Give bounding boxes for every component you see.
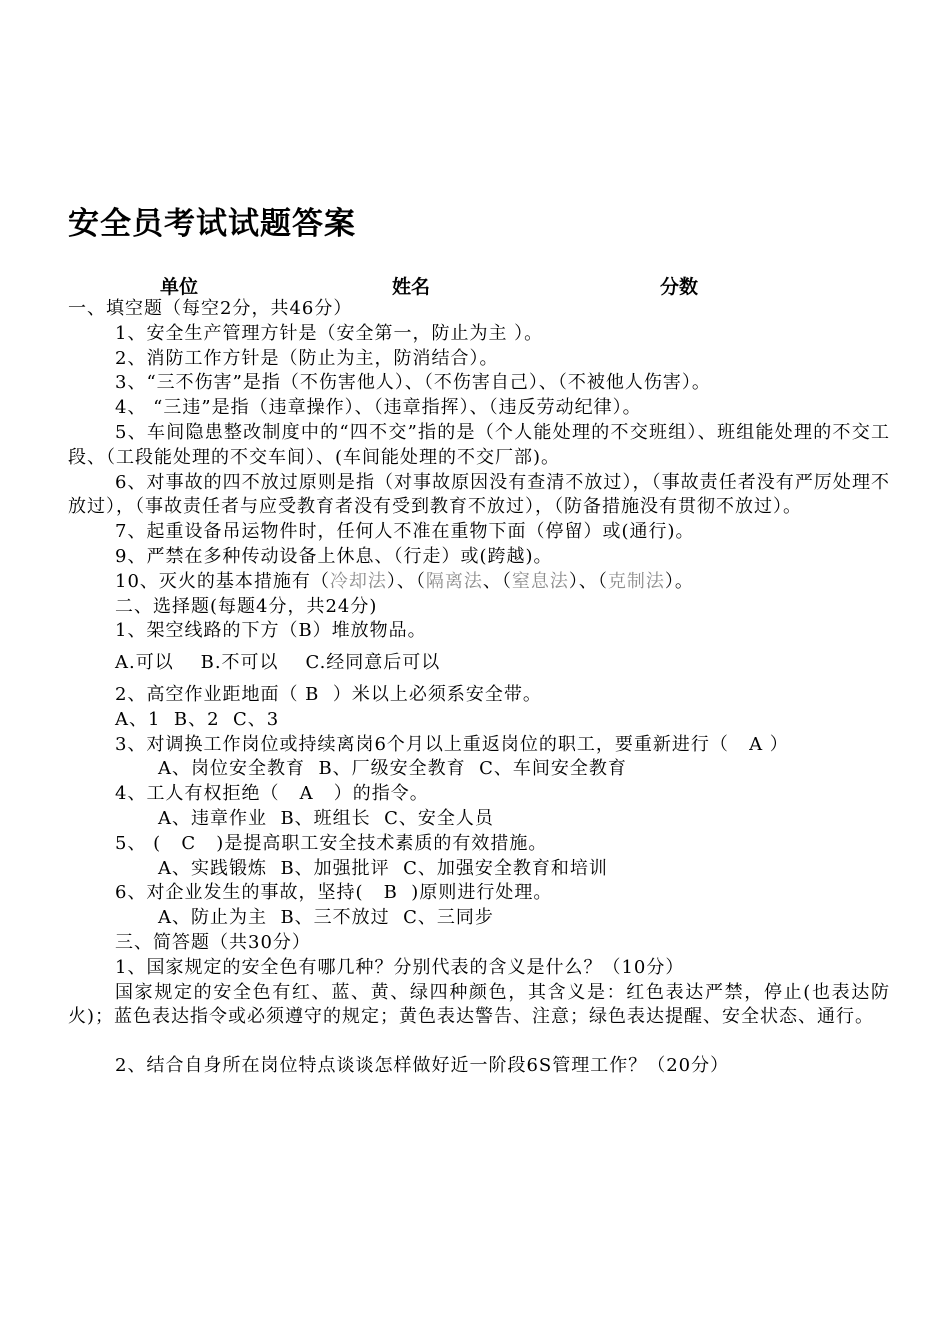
q10-answer-4: 克制法 (607, 570, 665, 592)
choice-options-5: A、实践锻炼 B、加强批评 C、加强安全教育和培训 (158, 857, 608, 879)
fill-question-2: 2、消防工作方针是（防止为主，防消结合）。 (115, 347, 499, 369)
choice-question-4: 4、工人有权拒绝（ A ）的指令。 (115, 783, 429, 805)
unit-label: 单位 (160, 276, 199, 298)
choice-question-5: 5、 ( C )是提高职工安全技术素质的有效措施。 (115, 832, 548, 854)
fill-question-7: 7、起重设备吊运物件时，任何人不准在重物下面（停留）或(通行)。 (115, 521, 695, 543)
fill-question-10 (68, 570, 890, 595)
q10-prefix: 10、灭火的基本措施有（ (115, 570, 330, 592)
choice-question-3: 3、对调换工作岗位或持续离岗6个月以上重返岗位的职工，要重新进行（ A ） (115, 733, 789, 755)
short-answer-question-2: 2、结合自身所在岗位特点谈谈怎样做好近一阶段6S管理工作？（20分） (115, 1055, 730, 1077)
choice-options-2: A、1 B、2 C、3 (115, 708, 280, 730)
fill-question-5: 5、车间隐患整改制度中的“四不交”指的是（个人能处理的不交班组）、班组能处理的不交工段、（工段能处理的不交车间）、(车间能处理的不交厂部)。 (68, 421, 890, 468)
fill-question-3: 3、“三不伤害”是指（不伤害他人）、（不伤害自己）、（不被他人伤害）。 (115, 372, 711, 394)
answer-sheet-header (0, 272, 950, 298)
choice-question-2: 2、高空作业距地面（ B ）米以上必须系安全带。 (115, 683, 542, 705)
q10-answer-2: 隔离法 (425, 570, 483, 592)
section2-heading: 二、选择题(每题4分，共24分) (115, 595, 378, 617)
q10-answer-1: 冷却法 (329, 570, 387, 592)
q10-mid-3: ）、（ (568, 570, 608, 592)
name-label: 姓名 (392, 276, 431, 298)
fill-question-6: 6、对事故的四不放过原则是指（对事故原因没有查清不放过），（事故责任者没有严厉处理不放过），（事故责任者与应受教育者没有受到教育不放过），（防备措施没有贯彻不放过）。 (68, 471, 890, 518)
choice-options-1: A.可以 B.不可以 C.经同意后可以 (115, 652, 441, 674)
exam-content (68, 297, 890, 1079)
choice-options-4: A、违章作业 B、班组长 C、安全人员 (158, 807, 494, 829)
fill-question-4: 4、 “三违”是指（违章操作）、（违章指挥）、（违反劳动纪律）。 (115, 397, 642, 419)
q10-answer-3: 窒息法 (511, 570, 569, 592)
section1-heading: 一、填空题（每空2分，共46分） (68, 298, 353, 319)
page-title: 安全员考试试题答案 (68, 206, 356, 242)
choice-options-6: A、防止为主 B、三不放过 C、三同步 (158, 907, 494, 929)
score-label: 分数 (660, 276, 699, 298)
fill-question-9: 9、严禁在多种传动设备上休息、（行走）或(跨越)。 (115, 545, 553, 567)
q10-suffix: ）。 (664, 570, 694, 592)
fill-question-1: 1、安全生产管理方针是（安全第一，防止为主 ）。 (115, 322, 544, 344)
choice-question-6: 6、对企业发生的事故，坚持( B )原则进行处理。 (115, 882, 553, 904)
short-answer-1: 国家规定的安全色有红、蓝、黄、绿四种颜色，其含义是：红色表达严禁，停止(也表达防火)；蓝色表达指令或必须遵守的规定；黄色表达警告、注意；绿色表达提醒、安全状态、通行。 (68, 981, 890, 1028)
choice-question-1: 1、架空线路的下方（B）堆放物品。 (115, 620, 427, 642)
q10-mid-1: ）、（ (386, 570, 426, 592)
choice-options-3: A、岗位安全教育 B、厂级安全教育 C、车间安全教育 (158, 758, 627, 780)
q10-mid-2: 、（ (482, 570, 512, 592)
section3-heading: 三、简答题（共30分） (115, 931, 311, 953)
short-answer-question-1: 1、国家规定的安全色有哪几种？分别代表的含义是什么？（10分） (115, 956, 685, 978)
